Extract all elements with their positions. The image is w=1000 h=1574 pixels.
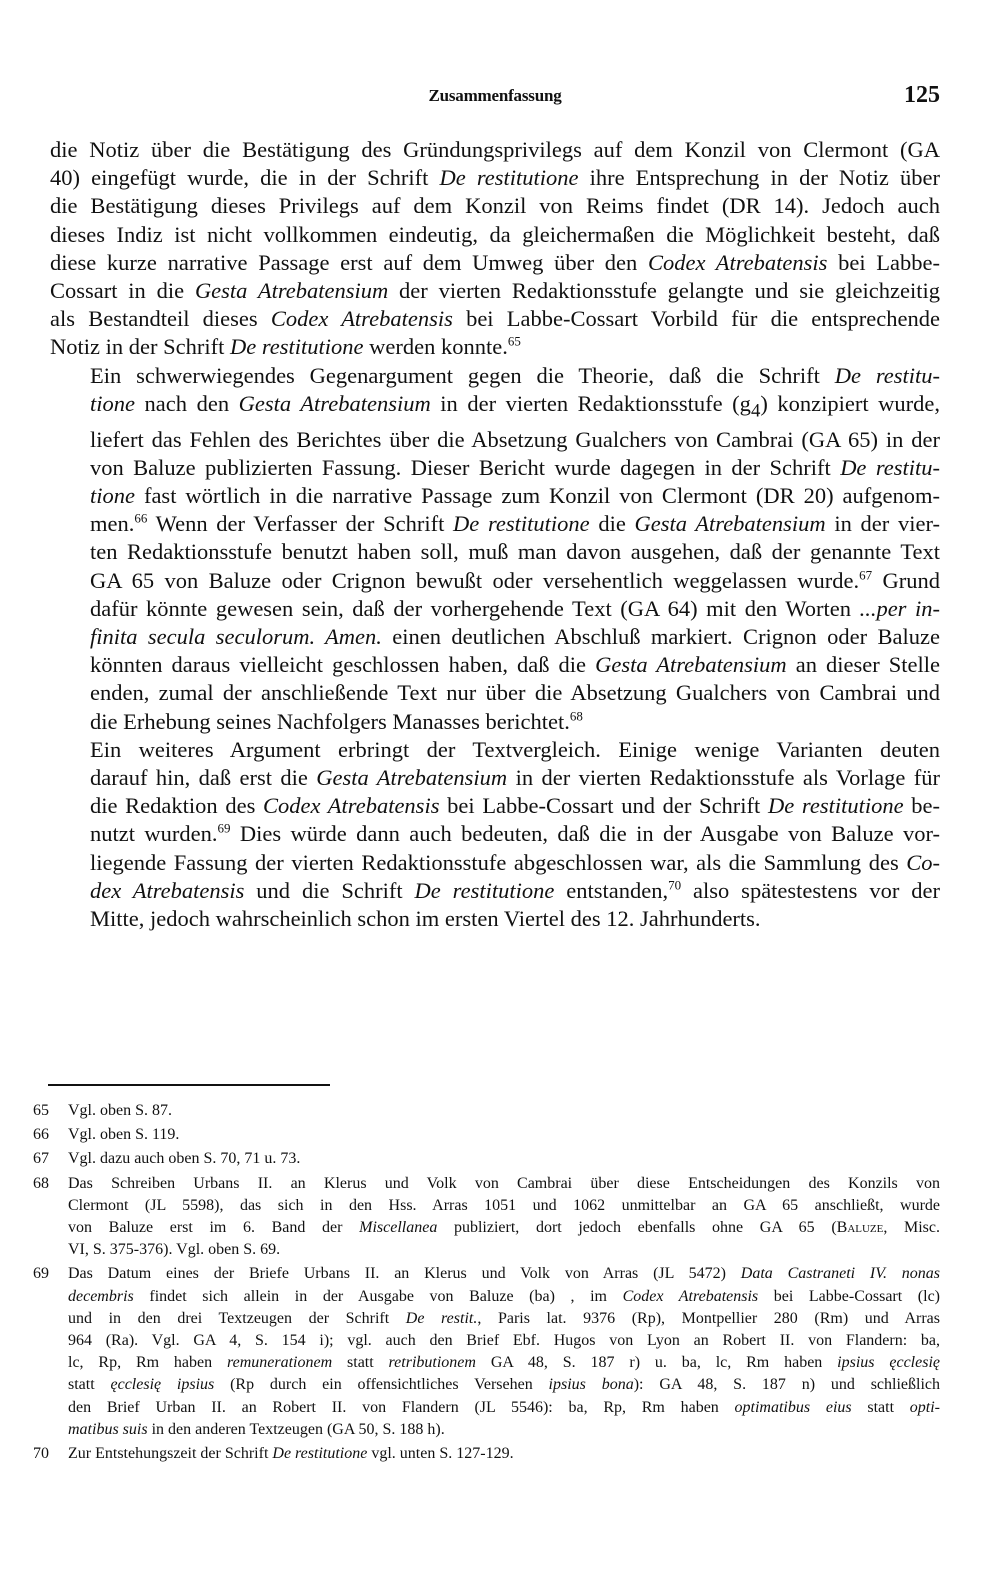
text-run: Das Datum eines der Briefe Urbans II. an Klerus und Volk von Arras (JL 5472) xyxy=(68,1265,741,1283)
italic-text: Gesta Atrebatensium xyxy=(194,278,389,304)
italic-text: optimatibus eius xyxy=(734,1398,852,1416)
text-run: statt xyxy=(851,1398,910,1416)
text-run: liegende Fassung der vierten Redaktionsstufe abgeschlossen war, als die Sammlung des xyxy=(90,849,907,875)
paragraph xyxy=(50,136,940,362)
text-run: in der vier- xyxy=(825,511,940,537)
text-run: bei Labbe-Cossart (lc) xyxy=(758,1287,940,1305)
footnote-line xyxy=(68,1352,940,1374)
footnote-line xyxy=(68,1443,940,1465)
italic-text: De restitutione xyxy=(453,511,590,537)
text-run: enden, zumal der anschließende Text nur über die Absetzung Gualchers von Cambrai und xyxy=(90,680,940,706)
footnote xyxy=(33,1443,940,1465)
text-run: Dies würde dann auch bedeuten, daß die in der Ausgabe von Baluze vor- xyxy=(230,821,940,847)
footnote-line xyxy=(68,1263,940,1285)
text-run: Grund xyxy=(872,567,940,593)
italic-text: Codex Atrebatensis xyxy=(622,1287,759,1305)
footnote-line xyxy=(68,1286,940,1308)
italic-text: De restitutione xyxy=(439,165,579,191)
italic-text: remunerationem xyxy=(226,1354,333,1372)
text-run: der vierten Redaktionsstufe gelangte und sie gleichzeitig xyxy=(388,278,940,304)
text-run: liefert das Fehlen des Berichtes über die Absetzung Gualchers von Cambrai (GA 65) in der xyxy=(90,426,940,452)
text-line xyxy=(50,792,940,820)
text-line xyxy=(50,249,940,277)
italic-text: De restit. xyxy=(405,1309,478,1327)
text-run: Notiz in der Schrift xyxy=(50,334,230,360)
text-run: von Baluze publizierten Fassung. Dieser Bericht wurde dagegen in der Schrift xyxy=(90,454,841,480)
footnote-reference: 68 xyxy=(569,708,583,724)
text-run: die xyxy=(589,511,635,537)
text-run: nach den xyxy=(135,390,239,416)
text-line xyxy=(50,305,940,333)
italic-text: Gesta Atrebatensium xyxy=(238,390,431,416)
text-run: dafür könnte gewesen sein, daß der vorhergehende Text (GA 64) mit den Worten xyxy=(90,595,860,621)
text-run: von Baluze erst im 6. Band der xyxy=(68,1219,360,1237)
italic-text: ipsius ęcclesię xyxy=(837,1354,941,1372)
text-line xyxy=(50,764,940,792)
text-line xyxy=(50,679,940,707)
footnote-reference: 69 xyxy=(217,820,231,836)
text-line xyxy=(50,595,940,623)
text-line xyxy=(50,390,940,426)
text-line xyxy=(50,426,940,454)
italic-text: Gesta Atrebatensium xyxy=(634,511,826,537)
footnote-line xyxy=(68,1124,940,1146)
small-caps-text: Baluze xyxy=(836,1219,884,1237)
footnote-line xyxy=(68,1308,940,1330)
footnotes xyxy=(33,1100,940,1467)
text-line xyxy=(50,708,940,736)
page-number: 125 xyxy=(904,82,940,108)
footnote-number: 66 xyxy=(33,1126,49,1144)
text-run: werden konnte. xyxy=(363,334,508,360)
text-line xyxy=(50,820,940,848)
text-run: bei Labbe-Cossart Vorbild für die entsprechende xyxy=(452,306,940,332)
text-run: fast wörtlich in die narrative Passage zum Konzil von Clermont (DR 20) aufgenom- xyxy=(135,482,940,508)
text-run: Vgl. dazu auch oben S. 70, 71 u. 73. xyxy=(68,1150,301,1168)
text-run: vgl. unten S. 127-129. xyxy=(367,1445,514,1463)
text-run: be- xyxy=(903,793,940,819)
italic-text: Codex Atrebatensis xyxy=(263,793,440,819)
text-line xyxy=(50,362,940,390)
text-run: die Erhebung seines Nachfolgers Manasses berichtet. xyxy=(90,708,570,734)
text-run: lc, Rp, Rm haben xyxy=(68,1354,227,1372)
footnote xyxy=(33,1263,940,1441)
italic-text: ...per in- xyxy=(859,595,940,621)
text-run: statt xyxy=(68,1376,111,1394)
text-line xyxy=(50,877,940,905)
text-line xyxy=(50,192,940,220)
text-run: VI, S. 375-376). Vgl. oben S. 69. xyxy=(68,1241,281,1259)
text-run: einen deutlichen Abschluß markiert. Crignon oder Baluze xyxy=(381,623,940,649)
text-run: den Brief Urban II. an Robert II. von Flandern (JL 5546): ba, Rp, Rm haben xyxy=(68,1398,735,1416)
footnote-reference: 66 xyxy=(134,510,148,526)
text-line xyxy=(50,623,940,651)
footnote-reference: 65 xyxy=(507,333,521,349)
italic-text: De restitutione xyxy=(414,877,555,903)
italic-text: finita secula seculorum. Amen. xyxy=(90,623,382,649)
footnote-number: 67 xyxy=(33,1150,49,1168)
text-run: in den anderen Textzeugen (GA 50, S. 188 h). xyxy=(147,1420,445,1438)
italic-text: ipsius bona xyxy=(548,1376,634,1394)
text-run: die Bestätigung dieses Privilegs auf dem Konzil von Reims findet (DR 14). Jedoch auch xyxy=(50,193,940,219)
footnote-line xyxy=(68,1217,940,1239)
text-run: die Notiz über die Bestätigung des Gründungsprivilegs auf dem Konzil von Clermont (GA xyxy=(50,137,940,162)
text-run: 964 (Ra). Vgl. GA 4, S. 154 i); vgl. auch den Brief Ebf. Hugos von Lyon an Robert II. von Flandern: ba, xyxy=(68,1332,940,1350)
italic-text: De restitutione xyxy=(768,793,904,819)
text-run: ) konzipiert wurde, xyxy=(760,390,940,416)
footnote xyxy=(33,1124,940,1146)
italic-text: Codex Atrebatensis xyxy=(270,306,453,332)
text-run: , Paris lat. 9376 (Rp), Montpellier 280 (Rm) und Arras xyxy=(477,1309,941,1327)
text-run: Mitte, jedoch wahrscheinlich schon im ersten Viertel des 12. Jahrhunderts. xyxy=(90,905,761,931)
italic-text: Miscellanea xyxy=(359,1219,438,1237)
text-run: in der vierten Redaktionsstufe als Vorlage für xyxy=(507,764,941,790)
text-run: Zur Entstehungszeit der Schrift xyxy=(68,1445,273,1463)
footnote-line xyxy=(68,1397,940,1419)
text-run: ten Redaktionsstufe benutzt haben soll, muß man davon ausgehen, daß der genannte Text xyxy=(90,539,940,565)
footnote-number: 70 xyxy=(33,1445,49,1463)
text-run: Das Schreiben Urbans II. an Klerus und Volk von Cambrai über diese Entscheidungen des Konzils von xyxy=(68,1174,940,1192)
footnote-line xyxy=(68,1173,940,1195)
italic-text: De restitu- xyxy=(834,362,940,388)
text-run: und in den drei Textzeugen der Schrift xyxy=(68,1309,406,1327)
italic-text: ęcclesię ipsius xyxy=(110,1376,215,1394)
text-run: Vgl. oben S. 119. xyxy=(68,1126,180,1144)
running-title: Zusammenfassung xyxy=(428,86,562,105)
footnote-number: 65 xyxy=(33,1102,49,1119)
italic-text: matibus suis xyxy=(68,1420,148,1438)
text-run: (Rp durch ein offensichtliches Versehen xyxy=(214,1376,549,1394)
paragraph xyxy=(50,362,940,736)
text-run: darauf hin, daß erst die xyxy=(90,764,317,790)
italic-text: De restitutione xyxy=(229,334,364,360)
text-run: als Bestandteil dieses xyxy=(50,306,271,332)
footnote-line xyxy=(68,1195,940,1217)
footnote xyxy=(33,1173,940,1262)
text-run: diese kurze narrative Passage erst auf dem Umweg über den xyxy=(50,249,648,275)
text-run: die Redaktion des xyxy=(90,793,264,819)
italic-text: Gesta Atrebatensium xyxy=(595,652,787,678)
footnote xyxy=(33,1100,940,1122)
subscript: 4 xyxy=(750,400,761,422)
text-run: und die Schrift xyxy=(244,877,415,903)
footnote-line xyxy=(68,1330,940,1352)
text-run: Ein weiteres Argument erbringt der Textvergleich. Einige wenige Varianten deuten xyxy=(90,736,940,762)
italic-text: tione xyxy=(90,482,135,508)
text-line xyxy=(50,736,940,764)
text-run: findet sich allein in der Ausgabe von Baluze (ba) , im xyxy=(133,1287,623,1305)
footnote-reference: 67 xyxy=(859,567,873,583)
text-line xyxy=(50,136,940,164)
text-line xyxy=(50,849,940,877)
text-run: dieses Indiz ist nicht vollkommen eindeutig, da gleichermaßen die Möglichkeit besteht, daß xyxy=(50,221,940,247)
italic-text: Data Castraneti IV. nonas xyxy=(740,1265,941,1283)
italic-text: opti- xyxy=(909,1398,940,1416)
text-line xyxy=(50,277,940,305)
italic-text: Gesta Atrebatensium xyxy=(316,764,508,790)
footnote-line xyxy=(68,1100,940,1122)
text-run: men. xyxy=(90,511,135,537)
text-line xyxy=(50,164,940,192)
text-run: Clermont (JL 5598), das sich in den Hss. Arras 1051 und 1062 unmittelbar an GA 65 anschließt, wurde xyxy=(68,1196,940,1214)
italic-text: De restitutione xyxy=(272,1445,368,1463)
footnote-number: 69 xyxy=(33,1265,49,1283)
text-run: , Misc. xyxy=(883,1219,941,1237)
footnote-line xyxy=(68,1239,940,1261)
text-run: Cossart in die xyxy=(50,278,195,304)
text-run: bei Labbe-Cossart und der Schrift xyxy=(439,793,768,819)
text-line xyxy=(50,454,940,482)
text-run: publiziert, dort jedoch ebenfalls ohne GA 65 ( xyxy=(437,1219,837,1237)
footnote-number: 68 xyxy=(33,1174,49,1192)
footnote-reference: 70 xyxy=(668,877,682,893)
text-run: in der vierten Redaktionsstufe (g xyxy=(430,390,751,416)
text-run: Ein schwerwiegendes Gegenargument gegen die Theorie, daß die Schrift xyxy=(90,362,835,388)
footnote-line xyxy=(68,1374,940,1396)
text-run: ihre Entsprechung in der Notiz über xyxy=(578,165,940,191)
italic-text: Co- xyxy=(906,849,940,875)
italic-text: dex Atrebatensis xyxy=(90,877,245,903)
text-run: statt xyxy=(332,1354,389,1372)
italic-text: De restitu- xyxy=(840,454,940,480)
text-line xyxy=(50,651,940,679)
italic-text: decembris xyxy=(68,1287,134,1305)
paragraph xyxy=(50,736,940,933)
italic-text: retributionem xyxy=(388,1354,476,1372)
text-line xyxy=(50,567,940,595)
footnote xyxy=(33,1148,940,1170)
text-run: also spätestestens vor der xyxy=(681,877,940,903)
text-run: könnten daraus vielleicht geschlossen haben, daß die xyxy=(90,652,596,678)
text-line xyxy=(50,333,940,361)
text-line xyxy=(50,905,940,933)
text-run: nutzt wurden. xyxy=(90,821,218,847)
text-run: GA 48, S. 187 r) u. ba, lc, Rm haben xyxy=(475,1354,838,1372)
text-run: 40) eingefügt wurde, die in der Schrift xyxy=(50,165,440,191)
text-run: GA 65 von Baluze oder Crignon bewußt oder versehentlich weggelassen wurde. xyxy=(90,567,860,593)
text-line xyxy=(50,221,940,249)
footnote-line xyxy=(68,1148,940,1170)
footnote-divider xyxy=(48,1084,330,1086)
footnote-line xyxy=(68,1419,940,1441)
text-run: an dieser Stelle xyxy=(786,652,941,678)
italic-text: tione xyxy=(90,390,135,416)
text-line xyxy=(50,510,940,538)
text-run: Vgl. oben S. 87. xyxy=(68,1102,172,1119)
text-run: entstanden, xyxy=(554,877,669,903)
text-line xyxy=(50,482,940,510)
main-text xyxy=(50,136,940,933)
text-line xyxy=(50,538,940,566)
italic-text: Codex Atrebatensis xyxy=(647,249,828,275)
text-run: ): GA 48, S. 187 n) und schließlich xyxy=(633,1376,940,1394)
text-run: Wenn der Verfasser der Schrift xyxy=(147,511,454,537)
page-header xyxy=(50,82,940,116)
text-run: bei Labbe- xyxy=(827,249,940,275)
